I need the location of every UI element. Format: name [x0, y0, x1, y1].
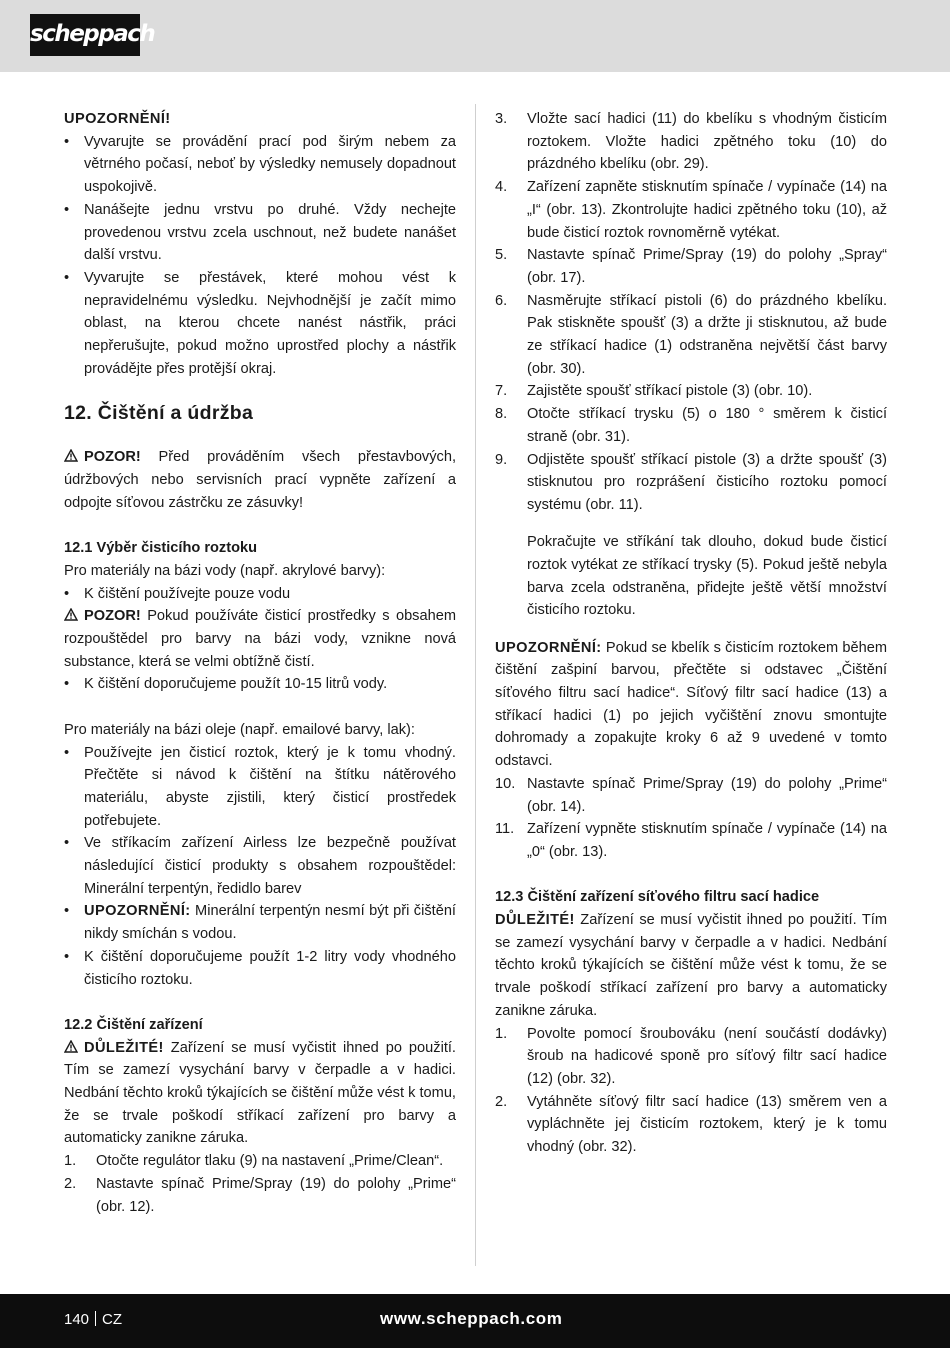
step-number: 10. — [495, 775, 516, 792]
separator — [95, 1311, 96, 1326]
header-band — [0, 0, 950, 72]
step-number: 3. — [495, 111, 508, 127]
caution-label: POZOR! — [84, 449, 141, 466]
list-item: • K čištění doporučujeme použít 1-2 litry vody vhodného čisticího roztoku. — [64, 946, 456, 991]
note-text: Pokud se kbelík s čisticím roztokem během čištění zašpiní barvou, přečtěte si odstavec „Čištění síťového filtru sací hadice“. Síťový filtr sací hadice (13) a stříkací hadici (1) po jejich vyčištění znovu smontujte dohromady a zopakujte kroky 6 až 9 uvedené v tomto odstavci. — [495, 639, 887, 770]
step-text: Zařízení vypněte stisknutím spínače / vypínače (14) na „0“ (obr. 13). — [527, 821, 887, 860]
list-item — [495, 108, 887, 176]
cleaning-steps-list — [64, 1150, 456, 1218]
website-link[interactable]: www.scheppach.com — [380, 1309, 563, 1328]
page-number: 140 — [64, 1311, 90, 1328]
step-number: 7. — [495, 383, 508, 400]
list-item: • K čištění doporučujeme použít 10-15 litrů vody. — [64, 673, 456, 696]
left-column — [64, 108, 456, 1218]
cleaning-steps-list-final — [495, 773, 887, 864]
step-number: 4. — [495, 179, 508, 196]
column-divider — [475, 104, 476, 1266]
step-text: Otočte regulátor tlaku (9) na nastavení „Prime/Clean“. — [96, 1153, 444, 1170]
list-item: • Používejte jen čisticí roztok, který je k tomu vhodný. Přečtěte si návod k čištění na štítku nátěrového materiálu, abyste zjistili, který čisticí prostředek potřebujete. — [64, 742, 456, 833]
water-bullet-list-2 — [64, 673, 456, 696]
list-item — [495, 1023, 887, 1091]
step-number: 2. — [495, 1093, 508, 1110]
step-number: 11. — [495, 821, 515, 838]
step-number: 5. — [495, 247, 508, 264]
list-item — [495, 290, 887, 381]
step-number: 1. — [64, 1153, 77, 1170]
important-paragraph — [64, 1037, 456, 1151]
filter-steps-list — [495, 1023, 887, 1159]
water-intro: Pro materiály na bázi vody (např. akrylové barvy): — [64, 562, 386, 579]
step-number: 2. — [64, 1175, 77, 1192]
list-item — [64, 900, 456, 945]
step-text: Nastavte spínač Prime/Spray (19) do polohy „Prime“ (obr. 14). — [527, 775, 887, 815]
note-label: UPOZORNĚNÍ: — [84, 903, 191, 920]
note-label: UPOZORNĚNÍ! — [64, 111, 171, 127]
note-label: UPOZORNĚNÍ: — [495, 639, 602, 656]
step-text: Otočte stříkací trysku (5) o 180 ° směrem k čisticí straně (obr. 31). — [527, 406, 887, 445]
step-number: 9. — [495, 451, 508, 468]
warning-triangle-icon — [64, 608, 78, 621]
step-text: Vytáhněte síťový filtr sací hadice (13) směrem ven a vypláchněte jej čisticím roztokem, který je k tomu vhodný (obr. 32). — [527, 1093, 887, 1156]
warning-triangle-icon — [64, 1040, 78, 1053]
subsection-title: 12.2 Čištění zařízení — [64, 1016, 203, 1033]
caution-text: Pokud používáte čisticí prostředky s obsahem rozpouštědel pro barvy na bázi vody, vznikne nová substance, která se velmi obtížně čistí. — [64, 608, 456, 670]
step-number: 1. — [495, 1025, 508, 1042]
language-code: CZ — [102, 1311, 123, 1328]
caution-paragraph — [64, 446, 456, 514]
important-label: DŮLEŽITÉ! — [495, 912, 575, 929]
subsection-title: 12.1 Výběr čisticího roztoku — [64, 540, 258, 557]
list-item: • Ve stříkacím zařízení Airless lze bezpečně používat následující čisticí produkty s obsahem rozpouštědel: Minerální terpentýn, ředidlo barev — [64, 832, 456, 900]
list-item — [495, 176, 887, 244]
section-title: 12. Čištění a údržba — [64, 402, 254, 425]
note-bullet-list — [64, 131, 456, 381]
note-paragraph — [495, 637, 887, 773]
important-label: DŮLEŽITÉ! — [84, 1039, 164, 1056]
water-bullet-list — [64, 583, 456, 606]
list-item — [495, 773, 887, 818]
list-item: • K čištění používejte pouze vodu — [64, 583, 456, 606]
list-item — [495, 449, 887, 517]
list-item — [64, 1150, 456, 1173]
page-number-label — [64, 1309, 122, 1331]
step-text: Zajistěte spoušť stříkací pistole (3) (obr. 10). — [527, 383, 813, 400]
step-text: Povolte pomocí šroubováku (není součástí dodávky) šroub na hadicové sponě pro síťový filtr sací hadice (12) (obr. 32). — [527, 1025, 887, 1087]
list-item — [495, 403, 887, 448]
list-item — [495, 244, 887, 289]
list-item — [64, 1173, 456, 1218]
list-item — [495, 818, 887, 863]
list-item — [495, 380, 887, 403]
step-text: Vložte sací hadici (11) do kbelíku s vhodným čisticím roztokem. Vložte hadici zpětného toku (10) do prázdného kbelíku (obr. 29). — [527, 111, 887, 173]
list-item: • Vyvarujte se provádění prací pod širým nebem za větrného počasí, neboť by výsledky nemusely dopadnout uspokojivě. — [64, 131, 456, 199]
list-item: • Vyvarujte se přestávek, které mohou vést k nepravidelnému výsledku. Nejvhodnější je začít mimo oblast, na kterou chcete nanést nástřik, práci nepřerušujte, pokud možno uprostřed plochy a nástřik provádějte přes protější okraj. — [64, 267, 456, 381]
subsection-title: 12.3 Čištění zařízení síťového filtru sací hadice — [495, 889, 820, 906]
caution-label: POZOR! — [84, 608, 141, 625]
oil-bullet-list — [64, 742, 456, 992]
scheppach-logo: scheppach — [30, 14, 140, 56]
step-continuation: Pokračujte ve stříkání tak dlouho, dokud bude čisticí roztok vytékat ze stříkací trysky (5). Pokud ještě nebyla barva zcela odstraněna, přidejte ještě větší množství čisticího roztoku. — [527, 534, 887, 619]
cleaning-steps-list-continued — [495, 108, 887, 517]
important-text: Zařízení se musí vyčistit ihned po použití. Tím se zamezí vysychání barvy v čerpadle a v hadici. Nedbání těchto kroků týkajících se čištění může vést k tomu, že se trvale poškodí stříkací zařízení pro barvy a automaticky zanikne záruka. — [495, 912, 887, 1019]
step-text: Nastavte spínač Prime/Spray (19) do polohy „Spray“ (obr. 17). — [527, 247, 887, 286]
right-column — [495, 108, 887, 1159]
caution-paragraph — [64, 605, 456, 673]
step-number: 6. — [495, 292, 508, 309]
step-text: Zařízení zapněte stisknutím spínače / vypínače (14) na „I“ (obr. 13). Zkontrolujte hadici zpětného toku (10), až bude čisticí roztok rovnoměrně vytékat. — [527, 179, 887, 241]
list-item — [495, 1091, 887, 1159]
oil-intro: Pro materiály na bázi oleje (např. emailové barvy, lak): — [64, 721, 415, 738]
important-paragraph — [495, 909, 887, 1023]
note-text: Minerální terpentýn nesmí být při čištění nikdy smíchán s vodou. — [84, 903, 456, 943]
warning-triangle-icon — [64, 449, 78, 462]
caution-text: Před prováděním všech přestavbových, údržbových nebo servisních prací vypněte zařízení a odpojte síťovou zástrčku ze zásuvky! — [64, 449, 456, 511]
step-number: 8. — [495, 406, 508, 423]
step-text: Odjistěte spoušť stříkací pistole (3) a držte spoušť (3) stisknutou pro rozprášení čisticího roztoku pomocí systému (obr. 11). — [527, 451, 887, 513]
step-text: Nastavte spínač Prime/Spray (19) do polohy „Prime“ (obr. 12). — [96, 1175, 456, 1215]
step-text: Nasměrujte stříkací pistoli (6) do prázdného kbelíku. Pak stiskněte spoušť (3) a držte ji stisknutou, až bude ze stříkací hadice (1) odstraněna největší část barvy (obr. 30). — [527, 292, 887, 377]
list-item: • Nanášejte jednu vrstvu po druhé. Vždy nechejte provedenou vrstvu zcela uschnout, než budete nanášet další vrstvu. — [64, 199, 456, 267]
important-text: Zařízení se musí vyčistit ihned po použití. Tím se zamezí vysychání barvy v čerpadle a v hadici. Nedbání těchto kroků týkajících se čištění může vést k tomu, že se trvale poškodí stříkací zařízení pro barvy a automaticky zanikne záruka. — [64, 1039, 456, 1147]
footer-band — [0, 1294, 950, 1348]
